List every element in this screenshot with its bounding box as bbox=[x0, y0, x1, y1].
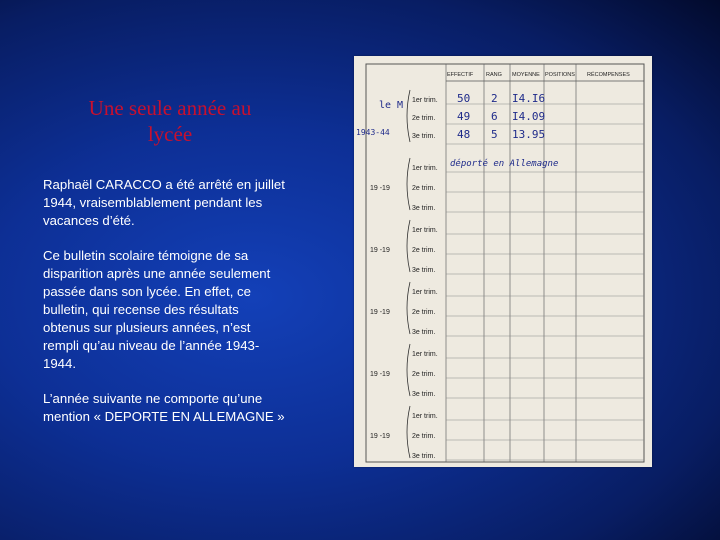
blank-year-label: 19 -19 bbox=[370, 247, 390, 254]
header-moyenne: MOYENNE bbox=[512, 72, 540, 78]
row-label: le M bbox=[379, 100, 404, 111]
trimester-label: 2e trim. bbox=[412, 309, 436, 316]
slide-title bbox=[40, 95, 300, 147]
trimester-label: 2e trim. bbox=[412, 247, 436, 254]
trimester-bracket bbox=[407, 158, 410, 210]
trimester-label: 1er trim. bbox=[412, 289, 438, 296]
trimester-label: 2e trim. bbox=[412, 185, 436, 192]
blank-year-label: 19 -19 bbox=[370, 185, 390, 192]
header-positions: POSITIONS bbox=[545, 72, 575, 78]
trimester-bracket bbox=[407, 282, 410, 334]
trimester-label: 3e trim. bbox=[412, 329, 436, 336]
block1-trim1: 1er trim. bbox=[412, 97, 438, 104]
blank-year-label: 19 -19 bbox=[370, 309, 390, 316]
trimester-label: 3e trim. bbox=[412, 453, 436, 460]
trimester-label: 1er trim. bbox=[412, 413, 438, 420]
moyenne-t3: 13.95 bbox=[512, 128, 546, 141]
trimester-bracket bbox=[407, 220, 410, 272]
rang-t3: 5 bbox=[491, 128, 498, 141]
effectif-t1: 50 bbox=[457, 92, 471, 105]
trimester-label: 2e trim. bbox=[412, 371, 436, 378]
year-1943-44: 1943-44 bbox=[356, 128, 390, 137]
paragraph-arrest: Raphaël CARACCO a été arrêté en juillet 1944, vraisemblablement pendant les vacances d’été. bbox=[43, 177, 285, 228]
header-effectif: EFFECTIF bbox=[447, 72, 474, 78]
moyenne-t1: I4.I6 bbox=[512, 92, 546, 105]
trimester-label: 3e trim. bbox=[412, 391, 436, 398]
trimester-label: 1er trim. bbox=[412, 351, 438, 358]
slide-body bbox=[43, 176, 288, 443]
paragraph-bulletin: Ce bulletin scolaire témoigne de sa disparition après une année seulement passée dans son lycée. En effet, ce bulletin, qui recense des résultats obtenus sur plusieurs années, n’est rempli qu’au niveau de l’année 1943-1944. bbox=[43, 248, 271, 371]
trimester-label: 1er trim. bbox=[412, 227, 438, 234]
trimester-label: 3e trim. bbox=[412, 267, 436, 274]
blank-year-label: 19 -19 bbox=[370, 433, 390, 440]
block1-trim2: 2e trim. bbox=[412, 115, 436, 122]
trimester-bracket bbox=[407, 344, 410, 396]
effectif-t2: 49 bbox=[457, 110, 471, 123]
rang-t2: 6 bbox=[491, 110, 498, 123]
trimester-label: 1er trim. bbox=[412, 165, 438, 172]
report-card-image bbox=[354, 56, 652, 467]
title-line-1: Une seule année au bbox=[88, 96, 252, 120]
header-rang: RANG bbox=[486, 72, 502, 78]
effectif-t3: 48 bbox=[457, 128, 471, 141]
header-recompenses: RÉCOMPENSES bbox=[587, 72, 630, 78]
mention-deporte: déporté en Allemagne bbox=[450, 159, 559, 169]
trimester-bracket bbox=[407, 90, 410, 142]
trimester-label: 3e trim. bbox=[412, 205, 436, 212]
trimester-bracket bbox=[407, 406, 410, 458]
paragraph-next-year: L’année suivante ne comporte qu’une mention « DEPORTE EN ALLEMAGNE » bbox=[43, 391, 285, 424]
block1-trim3: 3e trim. bbox=[412, 133, 436, 140]
trimester-label: 2e trim. bbox=[412, 433, 436, 440]
moyenne-t2: I4.09 bbox=[512, 110, 546, 123]
report-card-scan bbox=[354, 56, 652, 467]
rang-t1: 2 bbox=[491, 92, 498, 105]
blank-year-label: 19 -19 bbox=[370, 371, 390, 378]
title-line-2: lycée bbox=[147, 122, 193, 146]
